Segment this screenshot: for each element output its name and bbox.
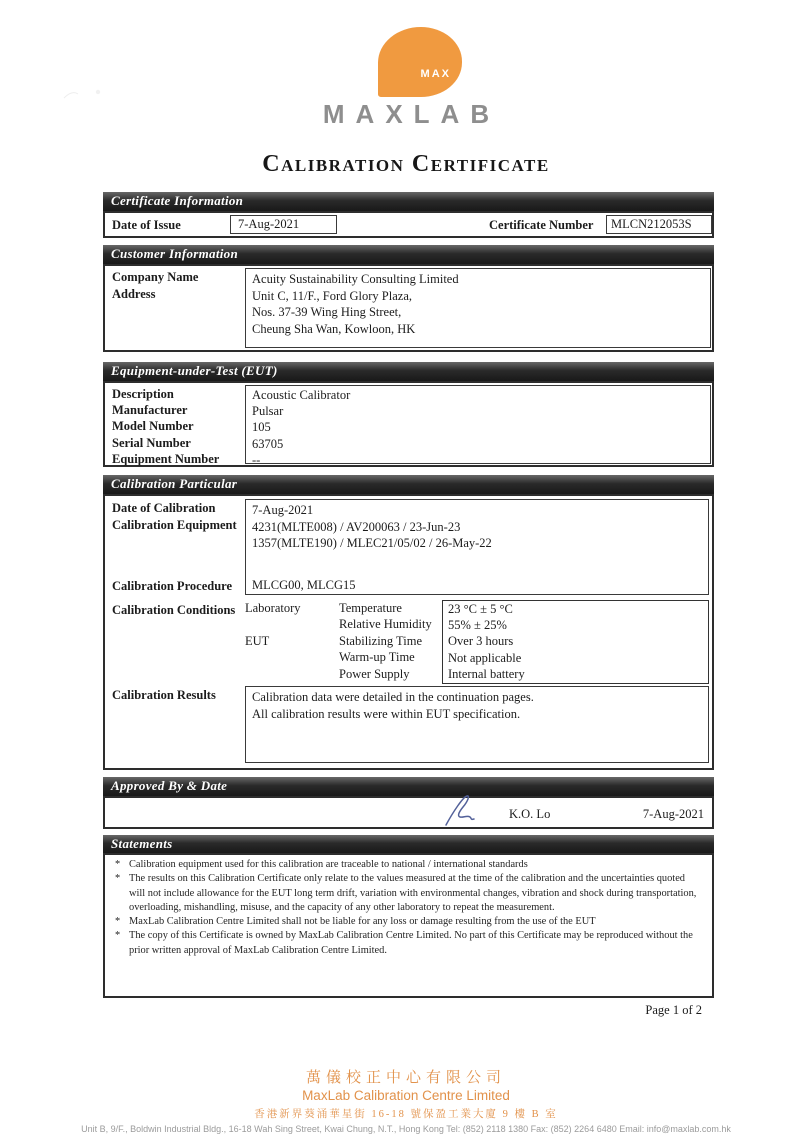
statements-content <box>103 853 714 998</box>
approver-name: K.O. Lo <box>509 807 551 821</box>
certificate-information-content <box>103 211 714 238</box>
calibration-conditions-grid <box>245 600 711 684</box>
customer-line: Unit C, 11/F., Ford Glory Plaza, <box>252 288 412 303</box>
calibration-equipment-line: 1357(MLTE190) / MLEC21/05/02 / 26-May-22 <box>252 536 492 550</box>
statement-bullet: * <box>115 859 121 870</box>
approved-content <box>103 796 714 829</box>
condition-param: Warm-up Time <box>339 650 415 665</box>
approval-date: 7-Aug-2021 <box>642 807 704 821</box>
calibration-results-box <box>245 686 709 763</box>
certificate-number-label: Certificate Number <box>489 218 594 232</box>
eut-values-box <box>245 385 711 467</box>
calibration-equipment-label: Calibration Equipment <box>112 517 237 532</box>
condition-group: Laboratory <box>245 601 301 615</box>
calibration-conditions-label: Calibration Conditions <box>112 603 236 617</box>
maxlab-logo-blob <box>378 27 462 97</box>
statement-item <box>113 858 703 872</box>
eut-row-label: Model Number <box>112 419 194 434</box>
section-header-statements: Statements <box>103 835 714 853</box>
eut-row-value: Pulsar <box>252 404 284 419</box>
eut-row-value: -- <box>252 452 261 467</box>
statement-text: The results on this Calibration Certificate only relate to the values measured at the time of the calibration and the uncertainties quoted will not include allowance for the EUT long term drift, variation with environmental changes, vibration and shock during transportation, overloading, mishandling, misuse, and the capacity of any other laboratory to repeat the measurement. <box>129 873 697 913</box>
calibration-results-line: Calibration data were detailed in the continuation pages. <box>252 690 534 704</box>
statement-text: The copy of this Certificate is owned by MaxLab Calibration Centre Limited. No part of this Certificate may be reproduced without the prior written approval of MaxLab Calibration Centre Limited. <box>129 930 693 956</box>
eut-row-label: Serial Number <box>112 435 191 450</box>
eut-labels <box>112 386 219 467</box>
customer-line: Acuity Sustainability Consulting Limited <box>252 272 459 286</box>
date-of-calibration-value: 7-Aug-2021 <box>252 503 314 517</box>
condition-value: 23 °C ± 5 °C <box>448 602 513 616</box>
condition-group: EUT <box>245 633 270 648</box>
condition-param: Temperature <box>339 601 402 615</box>
customer-address-box <box>245 268 711 348</box>
calibration-results-label: Calibration Results <box>112 688 216 702</box>
eut-content <box>103 381 714 467</box>
condition-param: Power Supply <box>339 666 410 681</box>
customer-line: Nos. 37-39 Wing Hing Street, <box>252 305 402 319</box>
calibration-particular-content <box>103 494 714 770</box>
statement-item <box>113 929 703 958</box>
eut-row-value: 105 <box>252 420 271 435</box>
date-of-issue-value: 7-Aug-2021 <box>230 215 337 234</box>
footer-company-chinese: 萬儀校正中心有限公司 <box>305 1070 506 1086</box>
condition-value: 55% ± 25% <box>448 618 507 633</box>
eut-row-value: 63705 <box>252 436 284 451</box>
eut-row-label: Equipment Number <box>112 451 220 466</box>
footer-address-english: Unit B, 9/F., Boldwin Industrial Bldg., 16-18 Wah Sing Street, Kwai Chung, N.T., Hong Kong Tel: (852) 2118 1380 Fax: (852) 2264 6480 Email: info@maxlab.com.hk <box>81 1124 731 1134</box>
signature-mark <box>441 792 485 830</box>
date-of-issue-label: Date of Issue <box>112 218 181 232</box>
eut-row-value: Acoustic Calibrator <box>252 388 351 402</box>
eut-row-label: Description <box>112 387 174 401</box>
calibration-equipment-line: 4231(MLTE008) / AV200063 / 23-Jun-23 <box>252 519 461 534</box>
page-indicator: Page 1 of 2 <box>645 1003 702 1017</box>
maxlab-wordmark: MAXLAB <box>322 99 501 129</box>
condition-values-box <box>442 600 709 684</box>
footer-address-chinese: 香港新界葵涌華星街 16-18 號保盈工業大廈 9 樓 B 室 <box>254 1109 558 1120</box>
section-header-certificate-information: Certificate Information <box>103 192 714 211</box>
condition-param: Stabilizing Time <box>339 633 423 648</box>
section-header-eut: Equipment-under-Test (EUT) <box>103 362 714 381</box>
statement-text: Calibration equipment used for this calibration are traceable to national / international standards <box>129 859 528 870</box>
logo-max-text: MAX <box>420 68 451 80</box>
customer-line: Cheung Sha Wan, Kowloon, HK <box>252 321 416 336</box>
company-name-label: Company Name <box>112 270 199 284</box>
eut-row-label: Manufacturer <box>112 403 188 418</box>
address-label: Address <box>112 287 156 301</box>
calibration-procedure-label: Calibration Procedure <box>112 579 233 593</box>
calibration-procedure-value: MLCG00, MLCG15 <box>252 577 356 592</box>
statement-bullet: * <box>115 930 121 942</box>
statement-text: MaxLab Calibration Centre Limited shall not be liable for any loss or damage resulting from the use of the EUT <box>129 916 596 928</box>
statement-bullet: * <box>115 916 121 928</box>
condition-value: Over 3 hours <box>448 634 514 649</box>
document-title: Calibration Certificate <box>262 151 550 177</box>
condition-value: Internal battery <box>448 666 525 681</box>
section-header-calibration-particular: Calibration Particular <box>103 475 714 494</box>
date-of-calibration-label: Date of Calibration <box>112 501 216 515</box>
customer-information-content <box>103 264 714 352</box>
statement-item <box>113 915 703 929</box>
statement-item <box>113 872 703 915</box>
condition-value: Not applicable <box>448 650 522 665</box>
document-body <box>103 192 714 998</box>
footer-company-english: MaxLab Calibration Centre Limited <box>302 1088 510 1103</box>
footer <box>0 1066 812 1134</box>
condition-param: Relative Humidity <box>339 617 432 632</box>
certificate-number-value: MLCN212053S <box>606 215 712 234</box>
statement-bullet: * <box>115 873 121 885</box>
calibration-results-line: All calibration results were within EUT specification. <box>252 706 521 721</box>
section-header-customer-information: Customer Information <box>103 245 714 264</box>
section-header-approved: Approved By & Date <box>103 777 714 796</box>
calibration-detail-box <box>245 499 709 595</box>
